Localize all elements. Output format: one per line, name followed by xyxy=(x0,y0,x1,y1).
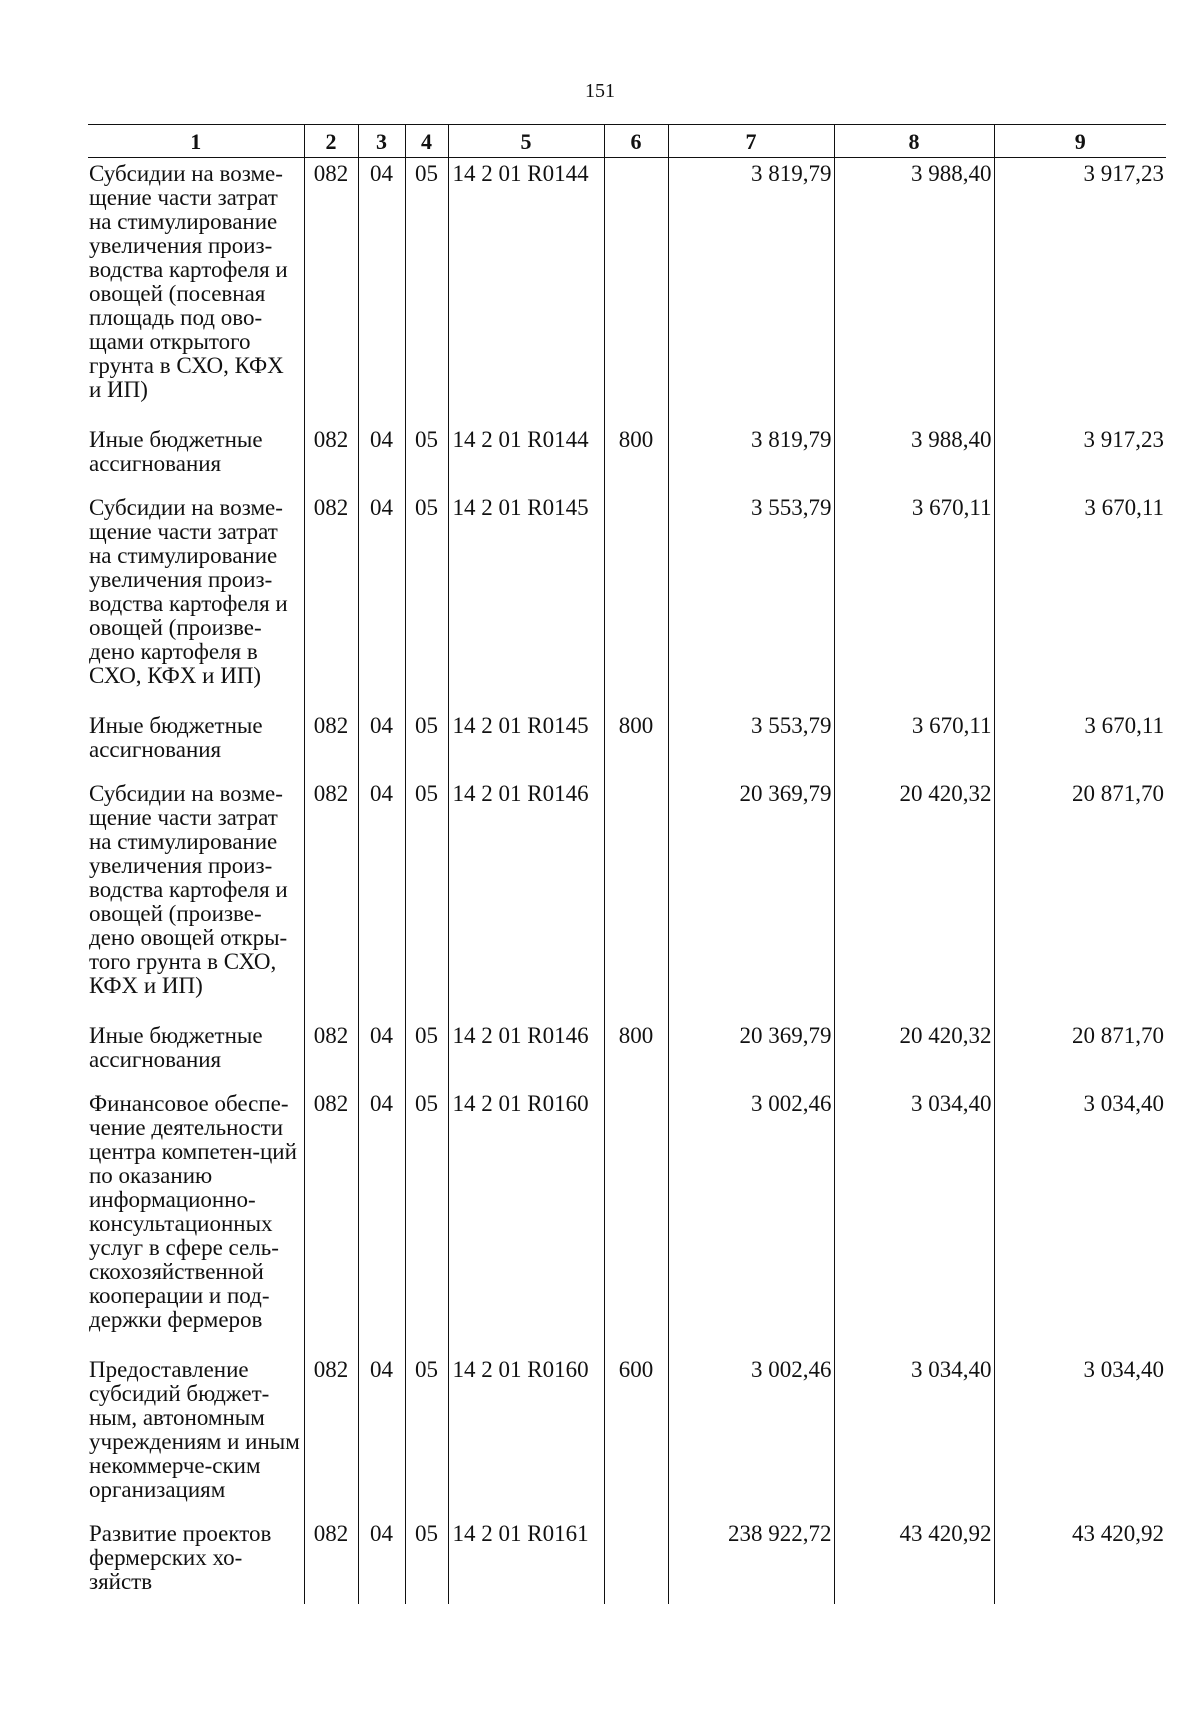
section-code: 04 xyxy=(358,492,405,710)
amount-year-3: 3 034,40 xyxy=(994,1088,1166,1354)
amount-year-3: 43 420,92 xyxy=(994,1518,1166,1604)
expense-type xyxy=(604,492,668,710)
amount-year-1: 20 369,79 xyxy=(668,1020,834,1088)
target-article: 14 2 01 R0160 xyxy=(448,1088,604,1354)
row-name: Иные бюджетные ассигнования xyxy=(89,1023,263,1072)
target-article: 14 2 01 R0145 xyxy=(448,492,604,710)
expense-type xyxy=(604,158,668,425)
subsection-code: 05 xyxy=(405,778,448,1020)
subsection-code: 05 xyxy=(405,710,448,778)
row-name: Субсидии на возме-щение части затрат на стимулирование увеличения произ-водства картофеля и овощей (посевная площадь под ово-щами открытого грунта в СХО, КФХ и ИП) xyxy=(89,161,288,402)
section-code: 04 xyxy=(358,1020,405,1088)
target-article: 14 2 01 R0161 xyxy=(448,1518,604,1604)
table-row xyxy=(88,1518,1166,1604)
table-row xyxy=(88,492,1166,710)
amount-year-2: 3 034,40 xyxy=(834,1354,994,1518)
target-article: 14 2 01 R0144 xyxy=(448,158,604,425)
amount-year-1: 3 553,79 xyxy=(668,710,834,778)
header-col-4: 4 xyxy=(405,125,448,158)
row-name: Иные бюджетные ассигнования xyxy=(89,713,263,762)
amount-year-2: 3 670,11 xyxy=(834,710,994,778)
amount-year-3: 20 871,70 xyxy=(994,1020,1166,1088)
amount-year-1: 3 819,79 xyxy=(668,424,834,492)
section-code: 04 xyxy=(358,1354,405,1518)
row-name: Финансовое обеспе-чение деятельности центра компетен-ций по оказанию информационно-консультационных услуг в сфере сель-скохозяйственной кооперации и под-держки фермеров xyxy=(89,1091,297,1332)
table-row xyxy=(88,424,1166,492)
header-col-1: 1 xyxy=(88,125,304,158)
section-code: 04 xyxy=(358,1518,405,1604)
header-col-9: 9 xyxy=(994,125,1166,158)
amount-year-1: 20 369,79 xyxy=(668,778,834,1020)
row-name: Предоставление субсидий бюджет-ным, автономным учреждениям и иным некоммерче-ским организациям xyxy=(89,1357,300,1502)
subsection-code: 05 xyxy=(405,1020,448,1088)
amount-year-3: 3 917,23 xyxy=(994,158,1166,425)
target-article: 14 2 01 R0160 xyxy=(448,1354,604,1518)
expense-type: 800 xyxy=(604,1020,668,1088)
amount-year-2: 3 988,40 xyxy=(834,424,994,492)
table-row xyxy=(88,158,1166,425)
subsection-code: 05 xyxy=(405,1354,448,1518)
amount-year-1: 3 002,46 xyxy=(668,1354,834,1518)
amount-year-3: 3 917,23 xyxy=(994,424,1166,492)
header-col-3: 3 xyxy=(358,125,405,158)
section-code: 04 xyxy=(358,158,405,425)
amount-year-1: 238 922,72 xyxy=(668,1518,834,1604)
expense-type: 800 xyxy=(604,710,668,778)
amount-year-1: 3 819,79 xyxy=(668,158,834,425)
section-code: 04 xyxy=(358,710,405,778)
ministry-code: 082 xyxy=(304,158,358,425)
amount-year-1: 3 002,46 xyxy=(668,1088,834,1354)
ministry-code: 082 xyxy=(304,424,358,492)
expense-type: 800 xyxy=(604,424,668,492)
amount-year-1: 3 553,79 xyxy=(668,492,834,710)
expense-type xyxy=(604,778,668,1020)
section-code: 04 xyxy=(358,424,405,492)
subsection-code: 05 xyxy=(405,492,448,710)
header-col-2: 2 xyxy=(304,125,358,158)
header-col-6: 6 xyxy=(604,125,668,158)
table-row xyxy=(88,710,1166,778)
ministry-code: 082 xyxy=(304,1518,358,1604)
expense-type xyxy=(604,1088,668,1354)
row-name: Развитие проектов фермерских хо-зяйств xyxy=(89,1521,272,1594)
header-col-7: 7 xyxy=(668,125,834,158)
amount-year-2: 3 988,40 xyxy=(834,158,994,425)
header-row xyxy=(88,125,1166,158)
ministry-code: 082 xyxy=(304,1088,358,1354)
ministry-code: 082 xyxy=(304,492,358,710)
amount-year-3: 3 034,40 xyxy=(994,1354,1166,1518)
table-body xyxy=(88,158,1166,1605)
table-row xyxy=(88,778,1166,1020)
amount-year-3: 20 871,70 xyxy=(994,778,1166,1020)
target-article: 14 2 01 R0145 xyxy=(448,710,604,778)
subsection-code: 05 xyxy=(405,424,448,492)
section-code: 04 xyxy=(358,778,405,1020)
amount-year-2: 20 420,32 xyxy=(834,1020,994,1088)
table-header xyxy=(88,125,1166,158)
ministry-code: 082 xyxy=(304,710,358,778)
target-article: 14 2 01 R0144 xyxy=(448,424,604,492)
amount-year-3: 3 670,11 xyxy=(994,492,1166,710)
ministry-code: 082 xyxy=(304,778,358,1020)
page-number: 151 xyxy=(585,80,615,102)
ministry-code: 082 xyxy=(304,1020,358,1088)
target-article: 14 2 01 R0146 xyxy=(448,778,604,1020)
header-col-5: 5 xyxy=(448,125,604,158)
table-row xyxy=(88,1088,1166,1354)
expense-type xyxy=(604,1518,668,1604)
amount-year-2: 20 420,32 xyxy=(834,778,994,1020)
amount-year-3: 3 670,11 xyxy=(994,710,1166,778)
table-row xyxy=(88,1354,1166,1518)
row-name: Субсидии на возме-щение части затрат на стимулирование увеличения произ-водства картофеля и овощей (произве-дено овощей откры-того грунта в СХО, КФХ и ИП) xyxy=(89,781,288,998)
amount-year-2: 3 670,11 xyxy=(834,492,994,710)
row-name: Иные бюджетные ассигнования xyxy=(89,427,263,476)
row-name: Субсидии на возме-щение части затрат на стимулирование увеличения произ-водства картофеля и овощей (произве-дено картофеля в СХО, КФХ и ИП) xyxy=(89,495,288,688)
table-row xyxy=(88,1020,1166,1088)
subsection-code: 05 xyxy=(405,158,448,425)
subsection-code: 05 xyxy=(405,1088,448,1354)
ministry-code: 082 xyxy=(304,1354,358,1518)
budget-table xyxy=(88,124,1166,1604)
amount-year-2: 43 420,92 xyxy=(834,1518,994,1604)
amount-year-2: 3 034,40 xyxy=(834,1088,994,1354)
target-article: 14 2 01 R0146 xyxy=(448,1020,604,1088)
section-code: 04 xyxy=(358,1088,405,1354)
subsection-code: 05 xyxy=(405,1518,448,1604)
expense-type: 600 xyxy=(604,1354,668,1518)
header-col-8: 8 xyxy=(834,125,994,158)
